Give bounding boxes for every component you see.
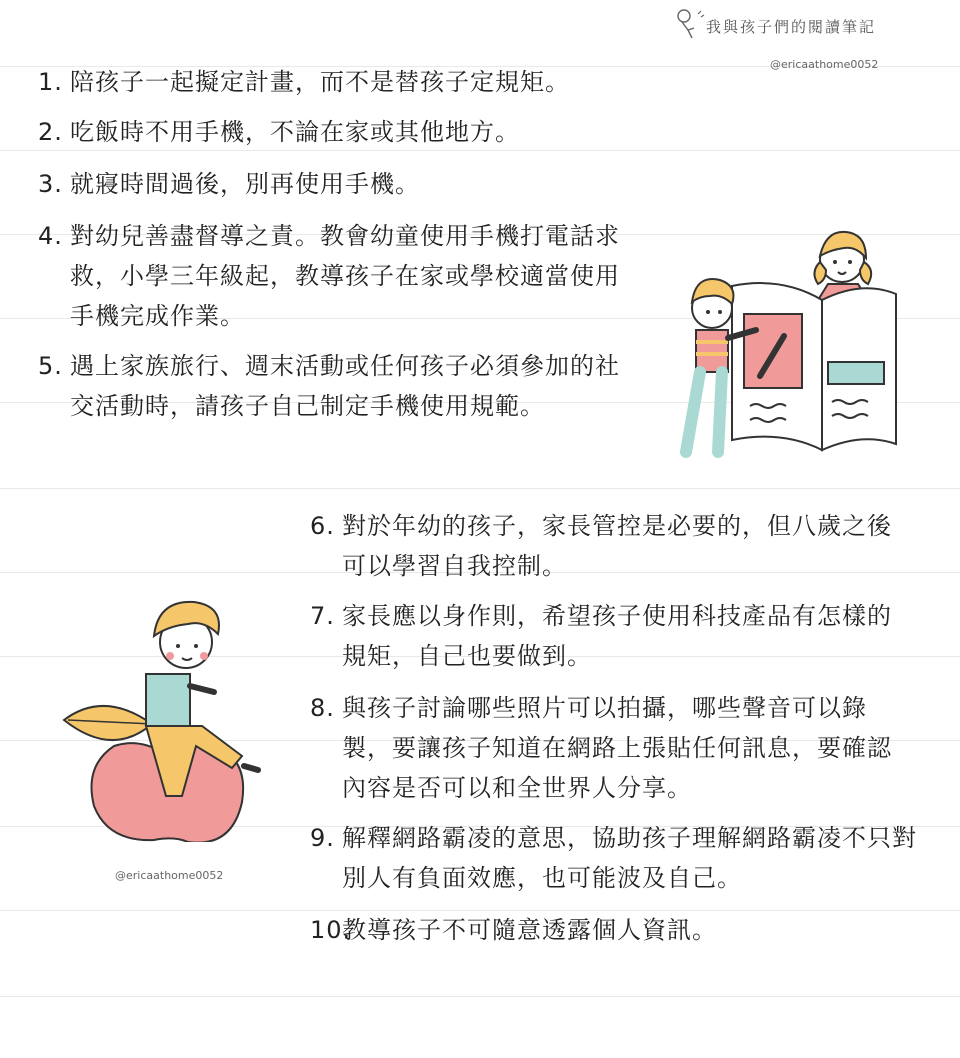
page-title: 我與孩子們的閱讀筆記 <box>706 18 877 36</box>
list-item: 5. 遇上家族旅行、週末活動或任何孩子必須參加的社交活動時，請孩子自己制定手機使用規範。 <box>38 352 620 420</box>
list-item: 9. 解釋網路霸凌的意思，協助孩子理解網路霸凌不只對別人有負面效應，也可能波及自己。 <box>310 824 917 892</box>
list-item: 4. 對幼兒善盡督導之責。教會幼童使用手機打電話求救，小學三年級起，教導孩子在家或學校適當使用手機完成作業。 <box>38 222 620 330</box>
list-item: 3. 就寢時間過後，別再使用手機。 <box>38 170 420 198</box>
list-item: 2. 吃飯時不用手機，不論在家或其他地方。 <box>38 118 520 146</box>
list-item: 7. 家長應以身作則，希望孩子使用科技產品有怎樣的規矩，自己也要做到。 <box>310 602 892 670</box>
pushpin-icon <box>672 6 706 40</box>
boy-on-apple-illustration <box>54 596 290 842</box>
list-item: 6. 對於年幼的孩子，家長管控是必要的，但八歲之後可以學習自我控制。 <box>310 512 892 580</box>
kids-reading-book-illustration <box>660 226 910 466</box>
author-handle: @ericaathome0052 <box>770 58 879 71</box>
list-item: 10. 教導孩子不可隨意透露個人資訊。 <box>310 916 717 944</box>
list-item: 8. 與孩子討論哪些照片可以拍攝，哪些聲音可以錄製，要讓孩子知道在網路上張貼任何訊息，要確認內容是否可以和全世界人分享。 <box>310 694 892 802</box>
author-handle-watermark: @ericaathome0052 <box>115 869 224 882</box>
list-item: 1. 陪孩子一起擬定計畫，而不是替孩子定規矩。 <box>38 68 570 96</box>
